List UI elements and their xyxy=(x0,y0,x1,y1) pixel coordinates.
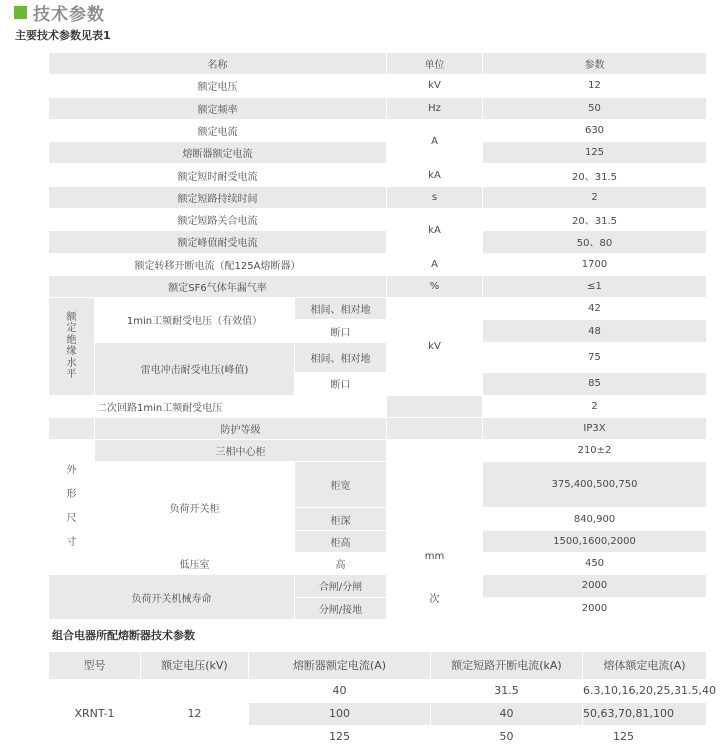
table1-caption: 主要技术参数见表1 xyxy=(15,29,111,42)
row-value: 48 xyxy=(483,320,707,342)
row-name: 额定电流 xyxy=(49,119,387,141)
table-row xyxy=(49,164,707,186)
row-value: 75 xyxy=(483,342,707,373)
insulation-group-label: 额 定 绝 缘 水 平 xyxy=(49,298,95,395)
table-row xyxy=(49,462,707,508)
row-unit: Hz xyxy=(387,97,483,119)
row-name: 额定短路持续时间 xyxy=(49,186,387,208)
table-row xyxy=(49,97,707,119)
row-value: 2000 xyxy=(483,575,707,597)
cell: 6.3,10,16,20,25,31.5,40 xyxy=(583,679,707,702)
header-cell: 熔体额定电流(A) xyxy=(583,652,707,680)
row-name: 负荷开关机械寿命 xyxy=(49,575,295,620)
table-row xyxy=(49,231,707,253)
row-value: 2000 xyxy=(483,597,707,619)
table-row xyxy=(49,440,707,462)
table-row xyxy=(49,679,707,702)
section-heading xyxy=(14,1,105,23)
header-param: 参数 xyxy=(483,53,707,75)
cell: 40 xyxy=(431,702,583,725)
row-name: 额定短路关合电流 xyxy=(49,208,387,230)
row-value: 1500,1600,2000 xyxy=(483,530,707,552)
row-value: 375,400,500,750 xyxy=(483,462,707,508)
row-unit: mm xyxy=(387,440,483,575)
row-name: 额定转移开断电流（配125A熔断器） xyxy=(49,253,387,275)
row-value: 630 xyxy=(483,119,707,141)
table-row xyxy=(49,142,707,164)
row-unit: kA xyxy=(387,208,483,253)
row-value: 50、80 xyxy=(483,231,707,253)
green-square-icon xyxy=(14,6,27,19)
table-row xyxy=(49,298,707,320)
row-unit: A xyxy=(387,253,483,275)
row-unit: A xyxy=(387,119,483,164)
table-row xyxy=(49,417,707,439)
table-row xyxy=(49,575,707,597)
row-name: 额定SF6气体年漏气率 xyxy=(49,275,387,297)
cell: 40 xyxy=(249,679,431,702)
row-unit: s xyxy=(387,186,483,208)
voltage-cell: 12 xyxy=(141,679,249,748)
sub-label: 柜深 xyxy=(295,508,387,530)
power-frequency-label: 1min工频耐受电压（有效值） xyxy=(95,298,295,343)
header-cell: 熔断器额定电流(A) xyxy=(249,652,431,680)
sub-label: 分闸/接地 xyxy=(295,597,387,619)
sub-label: 柜高 xyxy=(295,530,387,552)
model-cell: XRNT-1 xyxy=(49,679,141,748)
table-row xyxy=(49,395,707,417)
table-header-row xyxy=(49,53,707,75)
table-row xyxy=(49,342,707,373)
row-name: 低压室 xyxy=(95,552,295,574)
main-parameters-table xyxy=(48,52,707,620)
sub-label: 相间、相对地 xyxy=(295,342,387,373)
header-cell: 型号 xyxy=(49,652,141,680)
row-unit: kV xyxy=(387,75,483,97)
row-name: 熔断器额定电流 xyxy=(49,142,387,164)
table2-caption: 组合电器所配熔断器技术参数 xyxy=(52,629,195,642)
cell: 50,63,70,81,100 xyxy=(583,702,707,725)
table-header-row xyxy=(49,652,707,680)
sub-label: 断口 xyxy=(295,373,387,395)
table-row xyxy=(49,208,707,230)
table-row xyxy=(49,119,707,141)
row-unit: kV xyxy=(387,298,483,395)
row-value: 20、31.5 xyxy=(483,208,707,230)
header-name: 名称 xyxy=(49,53,387,75)
row-value: 12 xyxy=(483,75,707,97)
row-value: 2 xyxy=(483,186,707,208)
row-name: 额定峰值耐受电流 xyxy=(49,231,387,253)
row-unit: % xyxy=(387,275,483,297)
section-title: 技术参数 xyxy=(33,4,105,25)
header-cell: 额定电压(kV) xyxy=(141,652,249,680)
row-value: IP3X xyxy=(483,417,707,439)
row-name: 额定频率 xyxy=(49,97,387,119)
row-value: 2 xyxy=(483,395,707,417)
fuse-parameters-table xyxy=(48,651,716,749)
table-row xyxy=(49,552,707,574)
dimensions-group-label: 外 形 尺 寸 xyxy=(49,440,95,575)
sub-label: 合闸/分闸 xyxy=(295,575,387,597)
row-name: 三相中心柜 xyxy=(95,440,387,462)
row-value: 125 xyxy=(483,142,707,164)
sub-label: 柜宽 xyxy=(295,462,387,508)
row-value: 50 xyxy=(483,97,707,119)
row-value: ≤1 xyxy=(483,275,707,297)
row-name: 防护等级 xyxy=(95,417,387,439)
sub-label: 高 xyxy=(295,552,387,574)
row-unit: 次 xyxy=(387,575,483,620)
row-value: 42 xyxy=(483,298,707,320)
table-row xyxy=(49,186,707,208)
table-row xyxy=(49,253,707,275)
row-value: 450 xyxy=(483,552,707,574)
row-value: 210±2 xyxy=(483,440,707,462)
cell: 50 xyxy=(431,725,583,748)
row-value: 20、31.5 xyxy=(483,164,707,186)
table-row xyxy=(49,275,707,297)
row-name: 二次回路1min工频耐受电压 xyxy=(49,395,295,417)
row-value: 85 xyxy=(483,373,707,395)
row-unit: kA xyxy=(387,164,483,186)
cell: 31.5 xyxy=(431,679,583,702)
header-unit: 单位 xyxy=(387,53,483,75)
table-row xyxy=(49,75,707,97)
row-value: 1700 xyxy=(483,253,707,275)
cell: 100 xyxy=(249,702,431,725)
sub-label: 相间、相对地 xyxy=(295,298,387,320)
header-cell: 额定短路开断电流(kA) xyxy=(431,652,583,680)
load-switch-cabinet-label: 负荷开关柜 xyxy=(95,462,295,553)
sub-label: 断口 xyxy=(295,320,387,342)
row-name: 额定短时耐受电流 xyxy=(49,164,387,186)
cell: 125 xyxy=(583,725,707,748)
row-value: 840,900 xyxy=(483,508,707,530)
cell: 125 xyxy=(249,725,431,748)
row-name: 额定电压 xyxy=(49,75,387,97)
lightning-impulse-label: 雷电冲击耐受电压(峰值) xyxy=(95,342,295,395)
